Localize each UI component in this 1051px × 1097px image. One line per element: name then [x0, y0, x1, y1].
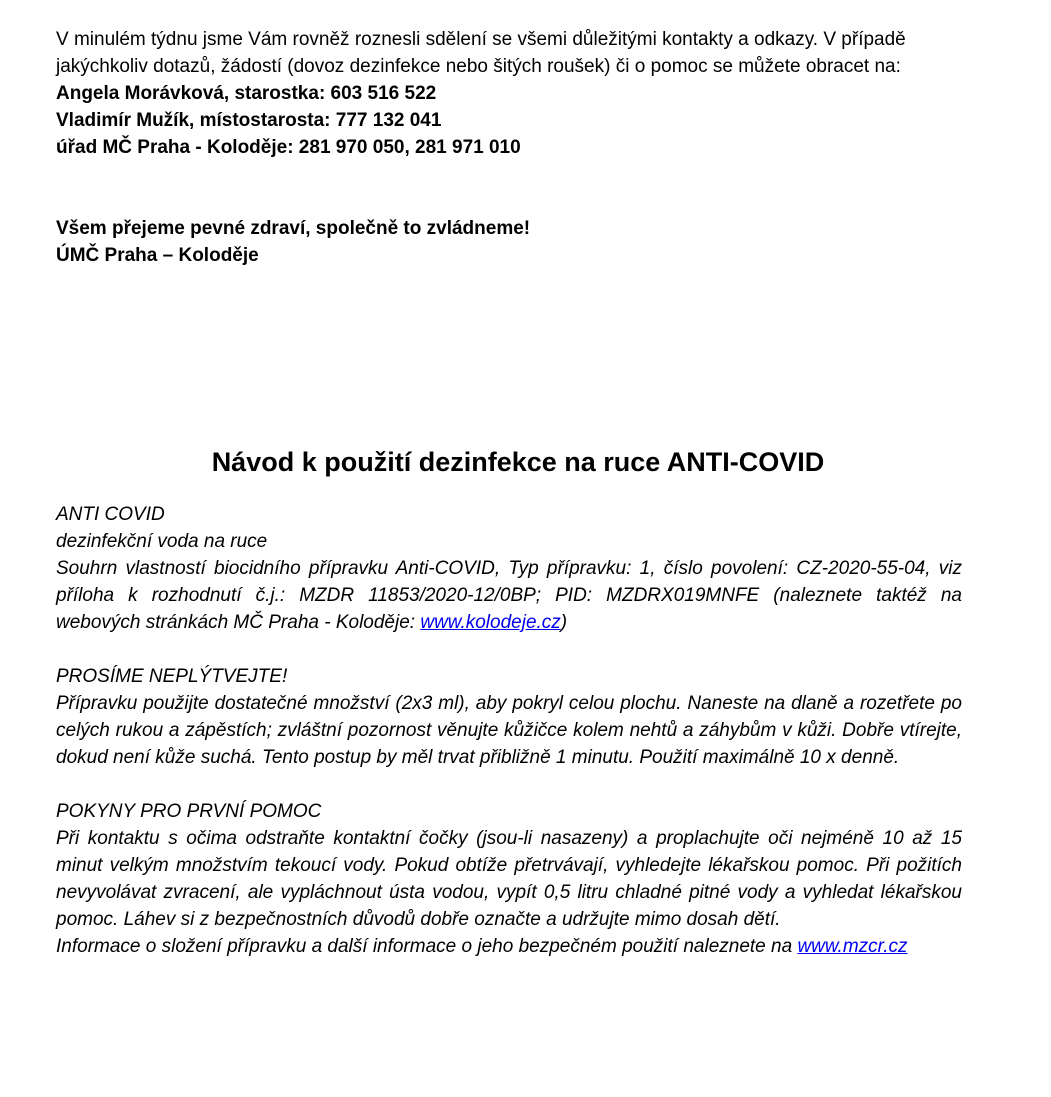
intro-paragraph: V minulém týdnu jsme Vám rovněž roznesli sdělení se všemi důležitými kontakty a odkazy. V případě jakýchkoliv dotazů, žádostí (dovoz dezinfekce nebo šitých roušek) či o pomoc se můžete obracet na:	[56, 29, 906, 77]
document-page	[56, 26, 962, 960]
product-summary-end: )	[560, 612, 568, 633]
spacer	[56, 636, 962, 663]
kolodeje-link[interactable]: www.kolodeje.cz	[420, 612, 561, 633]
first-aid-text: Při kontaktu s očima odstraňte kontaktní čočky (jsou-li nasazeny) a proplachujte oči nejméně 10 až 15 minut velkým množstvím tekoucí vody. Pokud obtíže přetrvávají, vyhledejte lékařskou pomoc. Při požitích nevyvolávat zvracení, ale vypláchnout ústa vodou, vypít 0,5 litru chladné pitné vody a vyhledat lékařskou pomoc. Láhev si z bezpečnostních důvodů dobře označte a udržujte mimo dosah dětí.	[56, 828, 962, 930]
usage-heading: PROSÍME NEPLÝTVEJTE!	[56, 666, 288, 687]
usage-text: Přípravku použijte dostatečné množství (2x3 ml), aby pokryl celou plochu. Naneste na dlaně a rozetřete po celých rukou a zápěstích; zvláštní pozornost věnujte kůžičce kolem nehtů a záhybům v kůži. Dobře vtírejte, dokud není kůže suchá. Tento postup by měl trvat přibližně 1 minutu. Použití maximálně 10 x denně.	[56, 693, 962, 768]
mzcr-link[interactable]: www.mzcr.cz	[797, 936, 908, 957]
guide-title: Návod k použití dezinfekce na ruce ANTI-COVID	[211, 447, 825, 477]
info-text: Informace o složení přípravku a další informace o jeho bezpečném použití naleznete na	[56, 936, 798, 957]
contact-mayor: Angela Morávková, starostka: 603 516 522	[56, 83, 437, 104]
info-paragraph	[56, 933, 962, 960]
first-aid-heading: POKYNY PRO PRVNÍ POMOC	[56, 801, 322, 822]
spacer	[56, 161, 962, 215]
spacer	[56, 269, 962, 445]
spacer	[56, 771, 962, 798]
spacer	[56, 479, 962, 501]
closing-wish: Všem přejeme pevné zdraví, společně to zvládneme!	[56, 218, 531, 239]
contact-office: úřad MČ Praha - Koloděje: 281 970 050, 281 971 010	[56, 137, 521, 158]
product-summary	[56, 555, 962, 636]
product-summary-text: Souhrn vlastností biocidního přípravku Anti-COVID, Typ přípravku: 1, číslo povolení: CZ-2020-55-04, viz příloha k rozhodnutí č.j.: MZDR 11853/2020-12/0BP; PID: MZDRX019MNFE (naleznete taktéž na webových stránkách MČ Praha - Koloděje:	[56, 558, 962, 633]
product-type: dezinfekční voda na ruce	[56, 531, 268, 552]
product-name: ANTI COVID	[56, 504, 165, 525]
contact-deputy-mayor: Vladimír Mužík, místostarosta: 777 132 041	[56, 110, 442, 131]
closing-signature: ÚMČ Praha – Koloděje	[56, 245, 259, 266]
